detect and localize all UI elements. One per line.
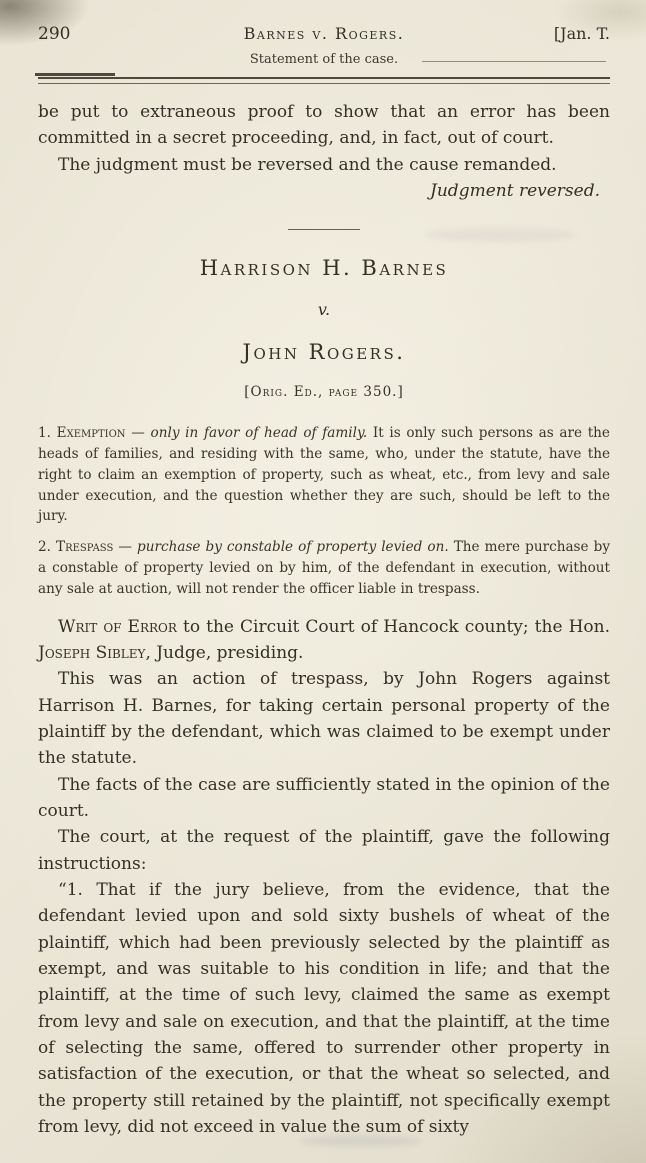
disposition-line: Judgment reversed. — [430, 181, 600, 202]
headnote-2-text: The mere purchase by a constable of property levied on by him, of the defendant in execution, without any sale at auction, will not render the officer liable in trespass. — [38, 539, 610, 597]
judgment-paragraph: The judgment must be reversed and the cause remanded. — [58, 154, 557, 175]
writ-tail: , Judge, presiding. — [145, 642, 304, 663]
headnote-2-number: 2. — [38, 539, 51, 556]
running-head — [38, 24, 610, 44]
term-label: [Jan. T. — [553, 24, 610, 43]
section-divider-rule — [288, 229, 360, 230]
writ-text: to the Circuit Court of Hancock county; the Hon. — [183, 616, 611, 637]
caption-row — [38, 52, 610, 67]
headnote-2-topic: Trespass — [56, 539, 114, 556]
instructions-intro-paragraph: The court, at the request of the plaintiff, gave the following instructions: — [38, 827, 610, 874]
headnote-1 — [38, 423, 610, 527]
headnotes — [38, 423, 610, 599]
continuation-paragraph: be put to extraneous proof to show that an error has been committed in a secret proceeding, and, in fact, out of court. — [38, 102, 610, 149]
statement-caption: Statement of the case. — [249, 52, 399, 67]
writ-of-error-label: Writ of Error — [58, 616, 177, 637]
judge-name: Joseph Sibley — [38, 642, 146, 663]
defendant-name: John Rogers. — [242, 339, 406, 364]
headnote-1-catchline: only in favor of head of family. — [150, 425, 368, 442]
headnote-1-number: 1. — [38, 425, 51, 442]
header-double-rule — [38, 77, 610, 84]
instruction-1-paragraph: “1. That if the jury believe, from the evidence, that the defendant levied upon and sold sixty bushels of wheat of the plaintiff, which had been previously selected by the plaintiff as exempt, and was suitable to his condition in life; and that the plaintiff, at the time of such levy, claimed the same as exempt from levy and sale on execution, and that the plaintiff, at the time of selecting the same, offered to surrender other property in satisfaction of the execution, or that the wheat so selected, and the property still retained by the plaintiff, not specifically exempt from levy, did not exceed in value the sum of sixty — [38, 880, 610, 1138]
writ-paragraph — [38, 614, 610, 667]
orig-edition-note: [Orig. Ed., page 350.] — [244, 384, 404, 401]
caption-side-rule — [422, 61, 606, 62]
action-paragraph: This was an action of trespass, by John Rogers against Harrison H. Barnes, for taking certain personal property of the plaintiff by the defendant, which was claimed to be exempt under the statute. — [38, 669, 610, 769]
headnote-1-dash: — — [125, 425, 151, 442]
page-number: 290 — [38, 24, 71, 44]
case-heading — [38, 252, 610, 403]
facts-paragraph: The facts of the case are sufficiently stated in the opinion of the court. — [38, 774, 610, 821]
running-title: Barnes v. Rogers. — [243, 24, 405, 43]
headnote-2 — [38, 537, 610, 599]
headnote-1-topic: Exemption — [56, 425, 126, 442]
plaintiff-name: Harrison H. Barnes — [199, 256, 449, 281]
headnote-2-catchline: purchase by constable of property levied on. — [137, 539, 449, 556]
headnote-2-dash: — — [113, 539, 138, 556]
versus-label: v. — [317, 299, 331, 319]
text-block — [38, 99, 610, 1140]
headnote-1-text: It is only such persons as are the heads of families, and residing with the same, who, under the statute, have the right to claim an exemption of property, such as wheat, etc., from levy and sale under execution, and the question whether they are such, should be left to the jury. — [38, 425, 610, 525]
